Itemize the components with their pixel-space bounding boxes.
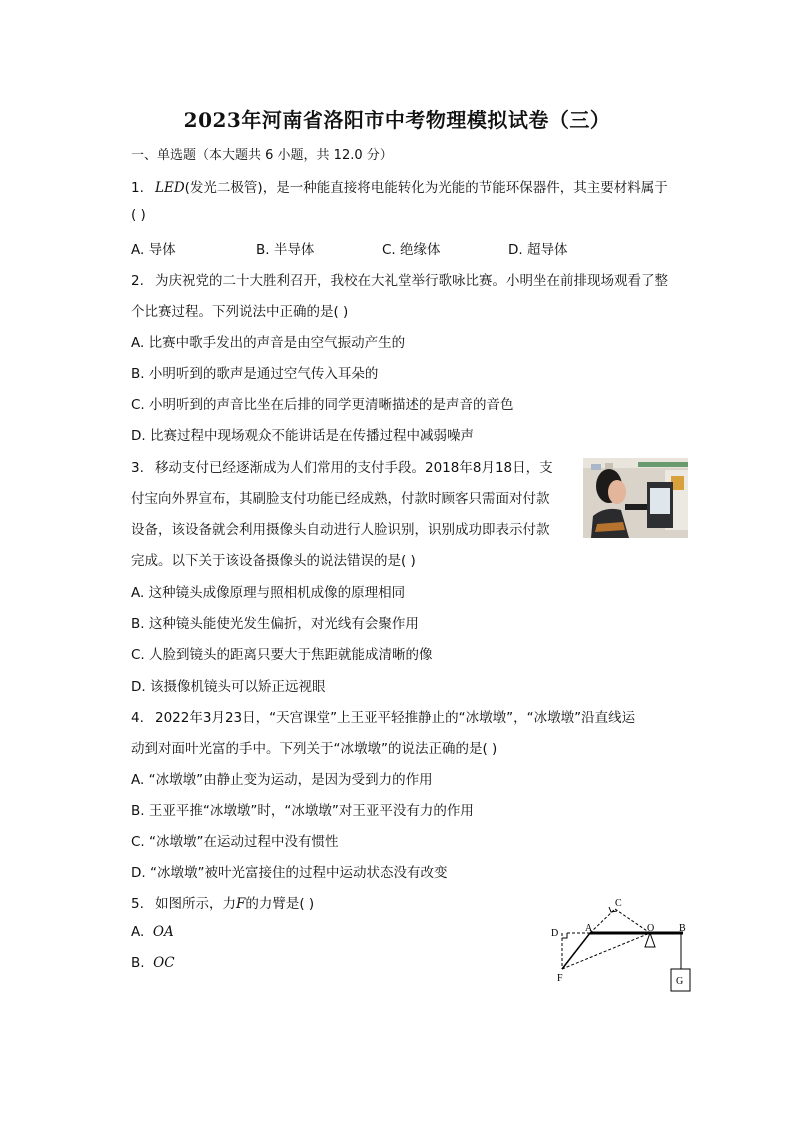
question-number: 4. [131, 710, 144, 726]
label-a: A [585, 923, 593, 934]
q2-option-c: C. 小明听到的声音比坐在后排的同学更清晰描述的是声音的音色 [131, 397, 514, 413]
question-5-line-1 [131, 892, 314, 912]
question-1-line-1 [131, 176, 668, 196]
q3-option-c: C. 人脸到镜头的距离只要大于焦距就能成清晰的像 [131, 647, 433, 663]
q1-option-d: D. 超导体 [508, 242, 568, 258]
q4-option-a: A. “冰墩墩”由静止变为运动，是因为受到力的作用 [131, 772, 433, 788]
face-payment-photo [583, 458, 688, 538]
q5-option-b [131, 955, 175, 971]
option-value: OA [152, 924, 174, 940]
q4-option-d: D. “冰墩墩”被叶光富接住的过程中运动状态没有改变 [131, 865, 448, 881]
fulcrum [645, 933, 655, 947]
question-number: 3. [131, 460, 144, 476]
question-4-line-1 [131, 706, 635, 726]
q5-option-a [131, 924, 174, 940]
question-3-line-3: 设备，该设备就会利用摄像头自动进行人脸识别，识别成功即表示付款 [131, 522, 550, 538]
option-label: B. [131, 955, 145, 971]
q3-option-a: A. 这种镜头成像原理与照相机成像的原理相同 [131, 585, 406, 601]
lever-diagram-svg [545, 895, 695, 1000]
question-2-line-2: 个比赛过程。下列说法中正确的是( ) [131, 304, 349, 320]
option-label: A. [131, 924, 145, 940]
label-c: C [615, 898, 622, 909]
q3-option-b: B. 这种镜头能使光发生偏折，对光线有会聚作用 [131, 616, 419, 632]
face-payment-illustration [583, 458, 688, 538]
page-title: 2023年河南省洛阳市中考物理模拟试卷（三） [183, 108, 611, 132]
question-1-line-2: ( ) [131, 207, 146, 223]
lever-diagram [545, 895, 695, 1000]
question-4-line-2: 动到对面叶光富的手中。下列关于“冰墩墩”的说法正确的是( ) [131, 741, 498, 757]
question-3-line-4: 完成。以下关于该设备摄像头的说法错误的是( ) [131, 553, 416, 569]
question-text: 为庆祝党的二十大胜利召开，我校在大礼堂举行歌咏比赛。小明坐在前排现场观看了整 [155, 273, 668, 289]
label-f: F [557, 973, 563, 984]
dashed-ac [590, 909, 615, 933]
question-3-line-2: 付宝向外界宣布，其刷脸支付功能已经成熟，付款时顾客只需面对付款 [131, 491, 550, 507]
question-text: 2022年3月23日，“天宫课堂”上王亚平轻推静止的“冰墩墩”，“冰墩墩”沿直线运 [155, 710, 636, 726]
q1-option-a: A. 导体 [131, 242, 176, 258]
question-number: 2. [131, 273, 144, 289]
question-2-line-1 [131, 269, 668, 289]
q2-option-b: B. 小明听到的歌声是通过空气传入耳朵的 [131, 366, 379, 382]
question-3-line-1 [131, 456, 553, 476]
question-text: 如图所示，力 [155, 896, 236, 912]
q1-option-c: C. 绝缘体 [382, 242, 441, 258]
option-value: OC [153, 955, 175, 971]
right-angle-d [562, 933, 567, 938]
label-o: O [647, 923, 655, 934]
led-term: LED [155, 180, 185, 196]
label-g: G [676, 976, 684, 987]
q4-option-c: C. “冰墩墩”在运动过程中没有惯性 [131, 834, 339, 850]
question-text: 移动支付已经逐渐成为人们常用的支付手段。2018年8月18日，支 [155, 460, 553, 476]
force-variable: F [236, 896, 246, 912]
question-number: 5. [131, 896, 144, 912]
q1-option-b: B. 半导体 [256, 242, 315, 258]
label-d: D [551, 928, 559, 939]
section-heading: 一、单选题（本大题共 6 小题，共 12.0 分） [131, 148, 393, 163]
label-b: B [679, 923, 686, 934]
dashed-co [615, 909, 650, 933]
q2-option-a: A. 比赛中歌手发出的声音是由空气振动产生的 [131, 335, 406, 351]
q4-option-b: B. 王亚平推“冰墩墩”时，“冰墩墩”对王亚平没有力的作用 [131, 803, 474, 819]
q2-option-d: D. 比赛过程中现场观众不能讲话是在传播过程中减弱噪声 [131, 428, 474, 444]
question-text: (发光二极管)，是一种能直接将电能转化为光能的节能环保器件，其主要材料属于 [184, 180, 668, 196]
question-text-tail: 的力臂是( ) [245, 896, 315, 912]
question-number: 1. [131, 180, 144, 196]
q3-option-d: D. 该摄像机镜头可以矫正远视眼 [131, 679, 326, 695]
